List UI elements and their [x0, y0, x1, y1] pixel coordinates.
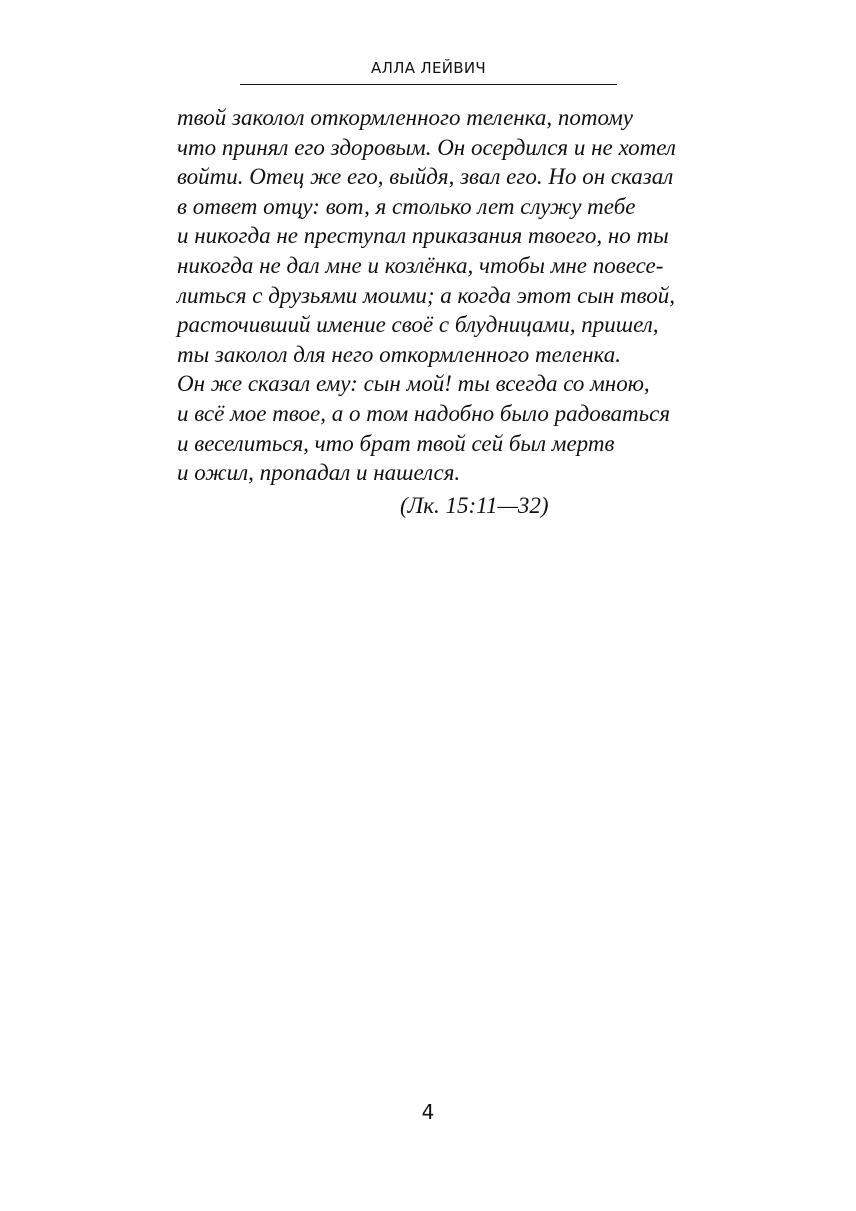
- text-line: и всё мое твое, а о том надобно было радоваться: [177, 400, 671, 426]
- scripture-citation: (Лк. 15:11—32): [400, 493, 549, 518]
- text-line: ты заколол для него откормленного теленка.: [177, 341, 621, 367]
- text-line: в ответ отцу: вот, я столько лет служу тебе: [177, 193, 636, 219]
- scripture-text: [177, 103, 717, 488]
- header-rule: [240, 84, 617, 85]
- page-number: 4: [421, 1100, 435, 1124]
- text-line: литься с друзьями моими; а когда этот сын твой,: [177, 282, 676, 308]
- text-line: расточивший имение своё с блудницами, пришел,: [177, 312, 659, 338]
- text-line: и веселиться, что брат твой сей был мертв: [177, 430, 615, 456]
- text-line: Он же сказал ему: сын мой! ты всегда со мною,: [177, 371, 650, 397]
- text-line: твой заколол откормленного теленка, потому: [177, 105, 633, 130]
- text-line: что принял его здоровым. Он осердился и не хотел: [177, 134, 676, 160]
- text-line: войти. Отец же его, выйдя, звал его. Но он сказал: [177, 164, 674, 190]
- text-line: и никогда не преступал приказания твоего, но ты: [177, 223, 669, 249]
- text-line: никогда не дал мне и козлёнка, чтобы мне повесе-: [177, 252, 664, 278]
- text-line: и ожил, пропадал и нашелся.: [177, 460, 461, 486]
- running-header-author: АЛЛА ЛЕЙВИЧ: [371, 59, 486, 77]
